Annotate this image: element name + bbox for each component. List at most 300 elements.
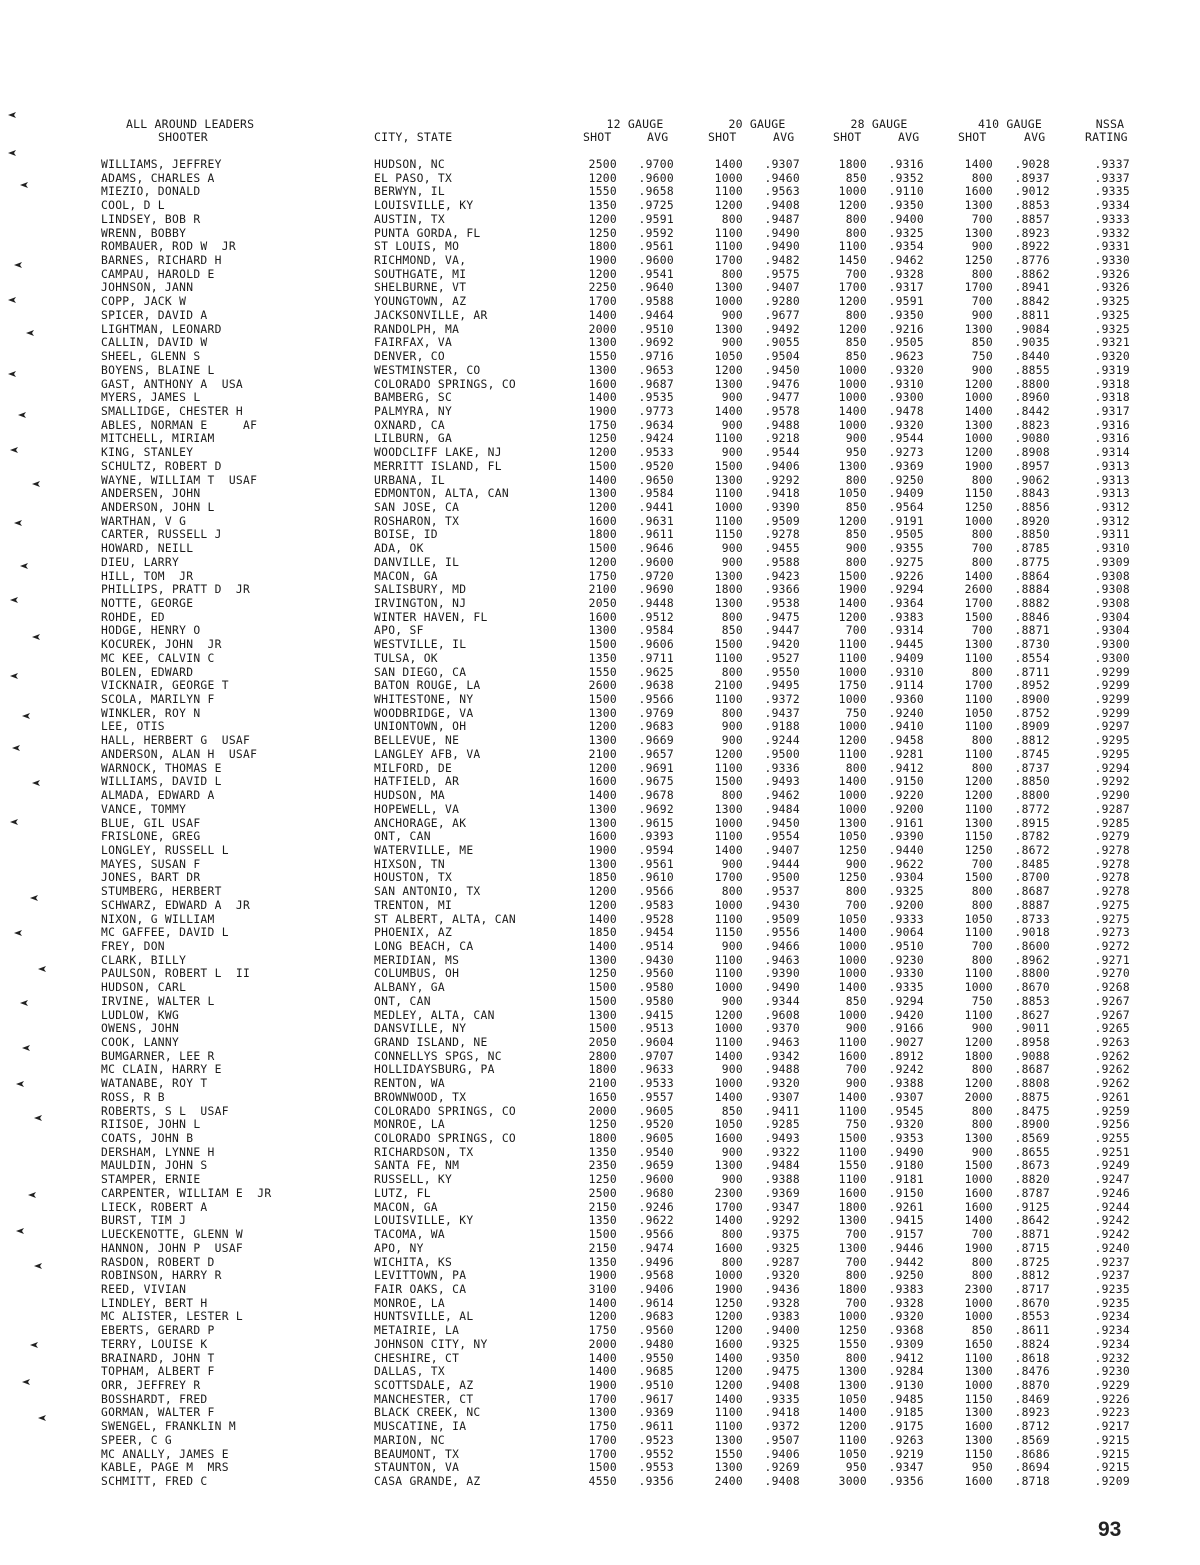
scan-speck bbox=[38, 1415, 46, 1421]
avg-410: .8812 bbox=[1014, 1269, 1050, 1283]
nssa-rating: .9251 bbox=[1094, 1145, 1130, 1159]
table-row bbox=[0, 419, 1200, 433]
nssa-rating: .9334 bbox=[1094, 199, 1130, 213]
shot-12: 1200 bbox=[588, 898, 617, 912]
avg-12: .9690 bbox=[638, 583, 674, 597]
table-row bbox=[0, 199, 1200, 213]
avg-12: .9430 bbox=[638, 953, 674, 967]
avg-20: .9372 bbox=[764, 693, 800, 707]
avg-20: .9476 bbox=[764, 377, 800, 391]
table-row bbox=[0, 926, 1200, 940]
shooter-name: ANDERSON, ALAN H USAF bbox=[101, 747, 258, 761]
shooter-name: FRISLONE, GREG bbox=[101, 830, 201, 844]
shot-12: 1300 bbox=[588, 1008, 617, 1022]
shot-410: 2000 bbox=[964, 1090, 993, 1104]
avg-410-header: AVG bbox=[1024, 130, 1046, 144]
shot-28: 950 bbox=[845, 446, 867, 460]
shooter-name: ROSS, R B bbox=[101, 1090, 165, 1104]
shot-20: 800 bbox=[721, 267, 743, 281]
avg-12: .9535 bbox=[638, 391, 674, 405]
avg-28: .9591 bbox=[888, 295, 924, 309]
shot-12: 1200 bbox=[588, 555, 617, 569]
scan-speck bbox=[30, 1342, 38, 1348]
avg-20: .9460 bbox=[764, 171, 800, 185]
shot-12: 1300 bbox=[588, 624, 617, 638]
nssa-rating: .9235 bbox=[1094, 1282, 1130, 1296]
avg-28: .9216 bbox=[888, 322, 924, 336]
table-row bbox=[0, 679, 1200, 693]
shot-12: 1300 bbox=[588, 1406, 617, 1420]
shot-28: 1000 bbox=[838, 391, 867, 405]
avg-28: .9335 bbox=[888, 981, 924, 995]
shot-20: 1300 bbox=[714, 1159, 743, 1173]
avg-28: .9390 bbox=[888, 830, 924, 844]
shot-410: 1150 bbox=[964, 1392, 993, 1406]
avg-410: .8554 bbox=[1014, 651, 1050, 665]
shot-28: 800 bbox=[845, 761, 867, 775]
avg-410: .8775 bbox=[1014, 555, 1050, 569]
avg-20: .9430 bbox=[764, 898, 800, 912]
table-row bbox=[0, 460, 1200, 474]
shot-28: 900 bbox=[845, 1022, 867, 1036]
nssa-rating: .9235 bbox=[1094, 1296, 1130, 1310]
table-row bbox=[0, 1063, 1200, 1077]
table-row bbox=[0, 1105, 1200, 1119]
avg-28: .9294 bbox=[888, 583, 924, 597]
shot-28: 1300 bbox=[838, 1214, 867, 1228]
nssa-rating: .9242 bbox=[1094, 1214, 1130, 1228]
avg-12: .9369 bbox=[638, 1406, 674, 1420]
shot-12: 1500 bbox=[588, 638, 617, 652]
city-state: BELLEVUE, NE bbox=[374, 734, 460, 748]
shot-12: 2000 bbox=[588, 1104, 617, 1118]
shot-20: 1300 bbox=[714, 281, 743, 295]
scan-speck bbox=[22, 1379, 30, 1385]
avg-20: .9335 bbox=[764, 1392, 800, 1406]
shot-28: 700 bbox=[845, 267, 867, 281]
city-state: ONT, CAN bbox=[374, 830, 431, 844]
shot-12: 2500 bbox=[588, 1186, 617, 1200]
shot-410: 800 bbox=[971, 898, 993, 912]
avg-410: .8712 bbox=[1014, 1420, 1050, 1434]
avg-28: .9310 bbox=[888, 377, 924, 391]
avg-12: .9566 bbox=[638, 885, 674, 899]
table-row bbox=[0, 309, 1200, 323]
city-state: ALBANY, GA bbox=[374, 981, 446, 995]
nssa-rating: .9300 bbox=[1094, 638, 1130, 652]
shot-20: 1900 bbox=[714, 1282, 743, 1296]
avg-20: .9484 bbox=[764, 802, 800, 816]
shooter-name: OWENS, JOHN bbox=[101, 1022, 180, 1036]
table-row bbox=[0, 1461, 1200, 1475]
avg-410: .9088 bbox=[1014, 1049, 1050, 1063]
shot-410: 900 bbox=[971, 363, 993, 377]
nssa-rating: .9275 bbox=[1094, 912, 1130, 926]
shooter-name: WATANABE, ROY T bbox=[101, 1077, 208, 1091]
shot-28: 1500 bbox=[838, 1132, 867, 1146]
avg-28: .9317 bbox=[888, 281, 924, 295]
nssa-rating: .9215 bbox=[1094, 1433, 1130, 1447]
nssa-rating: .9230 bbox=[1094, 1365, 1130, 1379]
shot-12: 1500 bbox=[588, 693, 617, 707]
nssa-rating: .9240 bbox=[1094, 1241, 1130, 1255]
shot-20: 1000 bbox=[714, 816, 743, 830]
shot-20: 850 bbox=[721, 1104, 743, 1118]
avg-12: .9600 bbox=[638, 254, 674, 268]
shot-410: 1100 bbox=[964, 720, 993, 734]
city-state: DENVER, CO bbox=[374, 350, 446, 364]
avg-12: .9406 bbox=[638, 1282, 674, 1296]
avg-28: .9261 bbox=[888, 1200, 924, 1214]
shot-28: 800 bbox=[845, 226, 867, 240]
avg-28: .9304 bbox=[888, 871, 924, 885]
avg-20: .9575 bbox=[764, 267, 800, 281]
avg-12: .9658 bbox=[638, 185, 674, 199]
avg-28: .9364 bbox=[888, 597, 924, 610]
avg-12: .9533 bbox=[638, 1077, 674, 1091]
shooter-name: FREY, DON bbox=[101, 939, 165, 953]
table-row bbox=[0, 583, 1200, 597]
shot-28: 850 bbox=[845, 350, 867, 364]
nssa-rating: .9242 bbox=[1094, 1228, 1130, 1242]
shot-28: 1050 bbox=[838, 830, 867, 844]
leaders-table bbox=[0, 158, 1200, 1489]
avg-12: .9611 bbox=[638, 1420, 674, 1434]
shot-12: 1200 bbox=[588, 171, 617, 185]
city-state: MACON, GA bbox=[374, 569, 438, 583]
avg-28: .9410 bbox=[888, 720, 924, 734]
nssa-rating: .9262 bbox=[1094, 1063, 1130, 1077]
city-state: JACKSONVILLE, AR bbox=[374, 308, 488, 322]
scan-speck bbox=[8, 371, 16, 377]
shot-410: 1700 bbox=[964, 679, 993, 693]
avg-20: .9437 bbox=[764, 706, 800, 720]
nssa-rating: .9313 bbox=[1094, 459, 1130, 473]
avg-410: .8908 bbox=[1014, 446, 1050, 460]
shot-28: 900 bbox=[845, 432, 867, 446]
avg-410: .8469 bbox=[1014, 1392, 1050, 1406]
avg-28: .9409 bbox=[888, 651, 924, 665]
scan-speck bbox=[32, 481, 40, 487]
avg-28: .9242 bbox=[888, 1063, 924, 1077]
shooter-name: DERSHAM, LYNNE H bbox=[101, 1145, 215, 1159]
table-row bbox=[0, 1420, 1200, 1434]
shooter-name: LIGHTMAN, LEONARD bbox=[101, 322, 222, 336]
table-row bbox=[0, 378, 1200, 392]
table-row bbox=[0, 871, 1200, 885]
nssa-rating: .9295 bbox=[1094, 734, 1130, 748]
table-row bbox=[0, 432, 1200, 446]
shooter-name: ANDERSEN, JOHN bbox=[101, 487, 201, 501]
shot-28: 1050 bbox=[838, 487, 867, 501]
shot-12: 1550 bbox=[588, 185, 617, 199]
avg-28: .9350 bbox=[888, 308, 924, 322]
avg-410: .8909 bbox=[1014, 720, 1050, 734]
avg-12: .9646 bbox=[638, 542, 674, 556]
avg-410: .9011 bbox=[1014, 1022, 1050, 1036]
avg-410: .8862 bbox=[1014, 267, 1050, 281]
avg-28: .9333 bbox=[888, 912, 924, 926]
avg-28: .9110 bbox=[888, 185, 924, 199]
avg-12: .9474 bbox=[638, 1241, 674, 1255]
nssa-rating: .9292 bbox=[1094, 775, 1130, 789]
avg-410: .8957 bbox=[1014, 459, 1050, 473]
avg-12: .9610 bbox=[638, 871, 674, 885]
avg-20: .9488 bbox=[764, 418, 800, 432]
avg-20: .9500 bbox=[764, 871, 800, 885]
shot-20: 1700 bbox=[714, 1200, 743, 1214]
avg-20-header: AVG bbox=[773, 130, 795, 144]
shot-20: 1400 bbox=[714, 158, 743, 171]
city-state: PHOENIX, AZ bbox=[374, 926, 453, 940]
shot-20: 1300 bbox=[714, 322, 743, 336]
city-state: FAIR OAKS, CA bbox=[374, 1282, 467, 1296]
shot-20: 1000 bbox=[714, 898, 743, 912]
shot-410: 800 bbox=[971, 1063, 993, 1077]
avg-12: .9464 bbox=[638, 308, 674, 322]
shot-20: 1100 bbox=[714, 487, 743, 501]
city-state: MANCHESTER, CT bbox=[374, 1392, 474, 1406]
avg-20: .9493 bbox=[764, 775, 800, 789]
shot-12: 1800 bbox=[588, 528, 617, 542]
shooter-name: SWENGEL, FRANKLIN M bbox=[101, 1420, 236, 1434]
shot-20: 900 bbox=[721, 336, 743, 350]
avg-28: .9219 bbox=[888, 1447, 924, 1461]
shot-28: 1900 bbox=[838, 583, 867, 597]
nssa-rating: .9299 bbox=[1094, 706, 1130, 720]
shooter-name: MAYES, SUSAN F bbox=[101, 857, 201, 871]
shot-28: 1300 bbox=[838, 1241, 867, 1255]
shot-410: 1900 bbox=[964, 1241, 993, 1255]
shot-410: 750 bbox=[971, 350, 993, 364]
city-state: HUNTSVILLE, AL bbox=[374, 1310, 474, 1324]
shooter-name: BRAINARD, JOHN T bbox=[101, 1351, 215, 1365]
shot-28: 1100 bbox=[838, 1433, 867, 1447]
city-state: PUNTA GORDA, FL bbox=[374, 226, 481, 240]
city-state: HATFIELD, AR bbox=[374, 775, 460, 789]
nssa-rating: .9316 bbox=[1094, 418, 1130, 432]
shot-20: 1100 bbox=[714, 1420, 743, 1434]
shot-20: 1100 bbox=[714, 1036, 743, 1049]
shot-410: 800 bbox=[971, 473, 993, 487]
shot-410: 1100 bbox=[964, 1351, 993, 1365]
avg-28: .9150 bbox=[888, 1186, 924, 1200]
shot-410: 1200 bbox=[964, 775, 993, 789]
shooter-header: SHOOTER bbox=[158, 130, 208, 144]
nssa-rating: .9304 bbox=[1094, 624, 1130, 638]
avg-28: .9353 bbox=[888, 1132, 924, 1146]
shooter-name: EBERTS, GERARD P bbox=[101, 1324, 215, 1338]
shooter-name: WILLIAMS, JEFFREY bbox=[101, 158, 222, 171]
avg-12: .9550 bbox=[638, 1351, 674, 1365]
nssa-rating: .9325 bbox=[1094, 308, 1130, 322]
scan-speck bbox=[32, 634, 40, 640]
scan-speck bbox=[10, 819, 18, 825]
shooter-name: LUDLOW, KWG bbox=[101, 1008, 180, 1022]
nssa-rating: .9267 bbox=[1094, 994, 1130, 1008]
shot-28: 1000 bbox=[838, 185, 867, 199]
shot-20: 900 bbox=[721, 720, 743, 734]
table-row bbox=[0, 762, 1200, 776]
shot-20: 800 bbox=[721, 1255, 743, 1269]
avg-20: .9477 bbox=[764, 391, 800, 405]
shot-20: 900 bbox=[721, 1173, 743, 1187]
shot-12: 1250 bbox=[588, 1173, 617, 1187]
city-state: METAIRIE, LA bbox=[374, 1324, 460, 1338]
shot-20: 800 bbox=[721, 789, 743, 803]
shot-20: 2300 bbox=[714, 1186, 743, 1200]
avg-28: .8912 bbox=[888, 1049, 924, 1063]
avg-20: .9436 bbox=[764, 1282, 800, 1296]
avg-12: .9441 bbox=[638, 500, 674, 514]
shot-20: 900 bbox=[721, 418, 743, 432]
avg-410: .8782 bbox=[1014, 830, 1050, 844]
scan-speck bbox=[10, 447, 18, 453]
shot-20: 1050 bbox=[714, 1118, 743, 1132]
shot-20: 900 bbox=[721, 446, 743, 460]
shot-20: 900 bbox=[721, 555, 743, 569]
shot-20: 900 bbox=[721, 939, 743, 953]
table-row bbox=[0, 624, 1200, 638]
shot-410: 1600 bbox=[964, 1475, 993, 1488]
avg-20: .9269 bbox=[764, 1461, 800, 1475]
shot-12: 1750 bbox=[588, 1420, 617, 1434]
avg-12: .9580 bbox=[638, 994, 674, 1008]
avg-20: .9677 bbox=[764, 308, 800, 322]
avg-12: .9625 bbox=[638, 665, 674, 679]
shooter-name: LONGLEY, RUSSELL L bbox=[101, 843, 229, 857]
shot-12: 1350 bbox=[588, 199, 617, 213]
shot-28: 900 bbox=[845, 1077, 867, 1091]
nssa-rating: .9287 bbox=[1094, 802, 1130, 816]
avg-20: .9375 bbox=[764, 1228, 800, 1242]
shot-20: 900 bbox=[721, 542, 743, 556]
table-row bbox=[0, 350, 1200, 364]
avg-410: .8856 bbox=[1014, 500, 1050, 514]
nssa-rating: .9300 bbox=[1094, 651, 1130, 665]
nssa-rating: .9285 bbox=[1094, 816, 1130, 830]
nssa-rating: .9309 bbox=[1094, 555, 1130, 569]
city-state: WHITESTONE, NY bbox=[374, 693, 474, 707]
avg-410: .8882 bbox=[1014, 597, 1050, 610]
avg-28: .9440 bbox=[888, 843, 924, 857]
shooter-name: MITCHELL, MIRIAM bbox=[101, 432, 215, 446]
avg-20: .9462 bbox=[764, 789, 800, 803]
nssa-rating: .9234 bbox=[1094, 1310, 1130, 1324]
avg-28: .9300 bbox=[888, 391, 924, 405]
gauge-12-header: 12 GAUGE bbox=[606, 117, 664, 131]
shot-20: 1150 bbox=[714, 926, 743, 940]
nssa-rating: .9237 bbox=[1094, 1255, 1130, 1269]
shot-20: 800 bbox=[721, 885, 743, 899]
shot-20: 1100 bbox=[714, 432, 743, 446]
avg-12: .9605 bbox=[638, 1104, 674, 1118]
avg-20: .9055 bbox=[764, 336, 800, 350]
avg-20: .9366 bbox=[764, 583, 800, 597]
avg-20: .9537 bbox=[764, 885, 800, 899]
nssa-rating: .9249 bbox=[1094, 1159, 1130, 1173]
table-row bbox=[0, 1022, 1200, 1036]
shot-12: 1300 bbox=[588, 953, 617, 967]
city-state: LONG BEACH, CA bbox=[374, 939, 474, 953]
avg-410: .8618 bbox=[1014, 1351, 1050, 1365]
shot-28: 800 bbox=[845, 473, 867, 487]
shot-28: 1100 bbox=[838, 1173, 867, 1187]
nssa-rating: .9337 bbox=[1094, 158, 1130, 171]
city-state: HOUSTON, TX bbox=[374, 871, 453, 885]
shot-20: 2400 bbox=[714, 1475, 743, 1488]
shooter-name: CARPENTER, WILLIAM E JR bbox=[101, 1186, 272, 1200]
shot-12: 1350 bbox=[588, 1145, 617, 1159]
shot-28: 800 bbox=[845, 212, 867, 226]
avg-28: .9294 bbox=[888, 994, 924, 1008]
shot-410: 1100 bbox=[964, 802, 993, 816]
shooter-name: SCOLA, MARILYN F bbox=[101, 693, 215, 707]
avg-12: .9520 bbox=[638, 1118, 674, 1132]
shot-410: 1100 bbox=[964, 1008, 993, 1022]
shot-12: 1300 bbox=[588, 734, 617, 748]
avg-28: .9360 bbox=[888, 693, 924, 707]
city-state: WINTER HAVEN, FL bbox=[374, 610, 488, 624]
avg-28: .9191 bbox=[888, 514, 924, 528]
shot-20: 1200 bbox=[714, 1008, 743, 1022]
shot-12: 1250 bbox=[588, 1118, 617, 1132]
shot-20: 800 bbox=[721, 1228, 743, 1242]
table-row bbox=[0, 254, 1200, 268]
table-row bbox=[0, 542, 1200, 556]
nssa-rating: .9217 bbox=[1094, 1420, 1130, 1434]
shooter-name: KABLE, PAGE M MRS bbox=[101, 1461, 229, 1475]
table-row bbox=[0, 391, 1200, 405]
nssa-rating: .9325 bbox=[1094, 295, 1130, 309]
shooter-name: JONES, BART DR bbox=[101, 871, 201, 885]
scan-speck bbox=[8, 150, 16, 156]
shot-28: 1400 bbox=[838, 775, 867, 789]
shot-410: 1000 bbox=[964, 1378, 993, 1392]
shot-20: 1500 bbox=[714, 459, 743, 473]
avg-410: .8800 bbox=[1014, 789, 1050, 803]
shot-410: 700 bbox=[971, 1228, 993, 1242]
avg-20: .9406 bbox=[764, 1447, 800, 1461]
shot-28: 750 bbox=[845, 706, 867, 720]
shot-12: 1400 bbox=[588, 1365, 617, 1379]
shot-20: 1300 bbox=[714, 597, 743, 610]
avg-20: .9372 bbox=[764, 1420, 800, 1434]
shooter-name: SCHULTZ, ROBERT D bbox=[101, 459, 222, 473]
scan-speck bbox=[34, 1263, 42, 1269]
shot-410: 1700 bbox=[964, 597, 993, 610]
shot-12: 1500 bbox=[588, 1022, 617, 1036]
avg-28: .9462 bbox=[888, 254, 924, 268]
shot-410: 1650 bbox=[964, 1337, 993, 1351]
avg-20: .9280 bbox=[764, 295, 800, 309]
city-state: BAMBERG, SC bbox=[374, 391, 453, 405]
avg-20: .9444 bbox=[764, 857, 800, 871]
shot-12: 2100 bbox=[588, 747, 617, 761]
city-state: SHELBURNE, VT bbox=[374, 281, 467, 295]
avg-12: .9552 bbox=[638, 1447, 674, 1461]
shot-410: 1000 bbox=[964, 1296, 993, 1310]
shooter-name: TERRY, LOUISE K bbox=[101, 1337, 208, 1351]
table-row bbox=[0, 227, 1200, 241]
avg-28: .9281 bbox=[888, 747, 924, 761]
avg-410: .8785 bbox=[1014, 542, 1050, 556]
shot-20: 1100 bbox=[714, 693, 743, 707]
avg-20: .9408 bbox=[764, 199, 800, 213]
avg-28: .9166 bbox=[888, 1022, 924, 1036]
avg-12: .9640 bbox=[638, 281, 674, 295]
nssa-rating: .9304 bbox=[1094, 610, 1130, 624]
